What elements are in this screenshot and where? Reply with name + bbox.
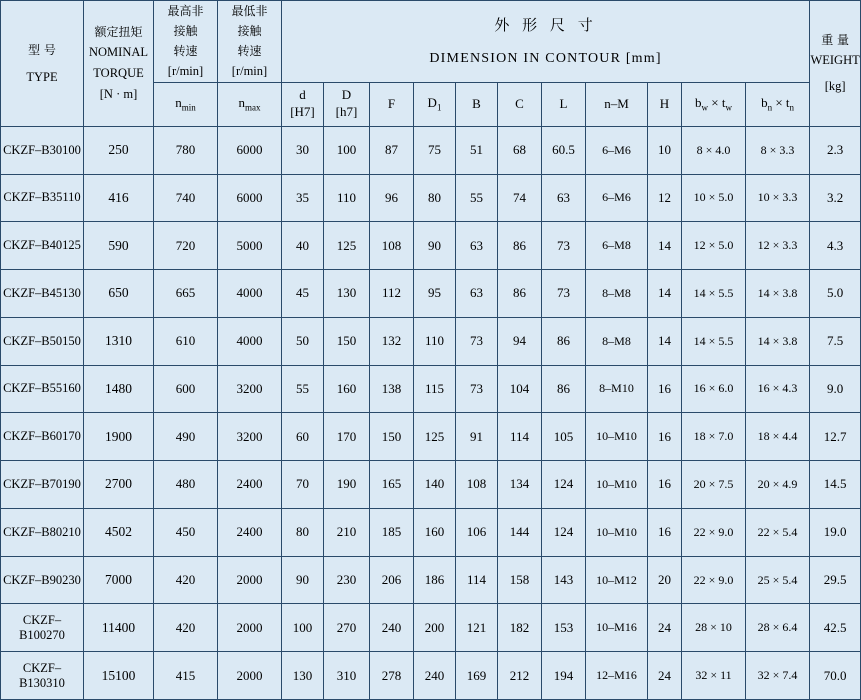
cell-C: 86 <box>498 270 542 318</box>
cell-F: 108 <box>370 222 414 270</box>
cell-H: 24 <box>648 604 682 652</box>
cell-bw-tw: 8 × 4.0 <box>682 126 746 174</box>
cell-torque: 15100 <box>84 652 154 700</box>
cell-n-M: 8–M8 <box>586 270 648 318</box>
cell-nmax: 4000 <box>218 270 282 318</box>
cell-F: 150 <box>370 413 414 461</box>
subheader-C: C <box>498 82 542 126</box>
cell-L: 60.5 <box>542 126 586 174</box>
header-torque-cn: 额定扭矩 <box>94 25 143 40</box>
header-nminnc-unit: [r/min] <box>231 64 268 78</box>
cell-torque: 1480 <box>84 365 154 413</box>
cell-nmax: 6000 <box>218 126 282 174</box>
cell-weight: 7.5 <box>810 317 861 365</box>
cell-weight: 5.0 <box>810 270 861 318</box>
cell-D1: 80 <box>414 174 456 222</box>
cell-F: 132 <box>370 317 414 365</box>
header-type-en: TYPE <box>26 69 58 84</box>
cell-bn-tn: 20 × 4.9 <box>746 461 810 509</box>
cell-n-M: 6–M6 <box>586 174 648 222</box>
table-row <box>1 556 861 604</box>
cell-weight: 14.5 <box>810 461 861 509</box>
cell-bn-tn: 8 × 3.3 <box>746 126 810 174</box>
cell-bn-tn: 10 × 3.3 <box>746 174 810 222</box>
header-weight-en: WEIGHT <box>810 53 860 68</box>
header-max-noncontact-speed <box>154 1 218 83</box>
cell-C: 94 <box>498 317 542 365</box>
cell-nmin: 780 <box>154 126 218 174</box>
header-nmaxnc-cn2: 接触 <box>173 24 198 38</box>
cell-D: 125 <box>324 222 370 270</box>
cell-bn-tn: 18 × 4.4 <box>746 413 810 461</box>
cell-bw-tw: 16 × 6.0 <box>682 365 746 413</box>
cell-torque: 1310 <box>84 317 154 365</box>
cell-n-M: 8–M8 <box>586 317 648 365</box>
cell-type: CKZF–B40125 <box>1 222 84 270</box>
cell-nmax: 2000 <box>218 652 282 700</box>
cell-bw-tw: 12 × 5.0 <box>682 222 746 270</box>
cell-bn-tn: 12 × 3.3 <box>746 222 810 270</box>
cell-d: 50 <box>282 317 324 365</box>
cell-nmax: 4000 <box>218 317 282 365</box>
cell-n-M: 8–M10 <box>586 365 648 413</box>
cell-d: 90 <box>282 556 324 604</box>
cell-weight: 19.0 <box>810 508 861 556</box>
cell-weight: 42.5 <box>810 604 861 652</box>
cell-D: 110 <box>324 174 370 222</box>
cell-L: 194 <box>542 652 586 700</box>
cell-C: 144 <box>498 508 542 556</box>
cell-H: 16 <box>648 413 682 461</box>
header-type <box>1 1 84 127</box>
table-row <box>1 508 861 556</box>
cell-bw-tw: 20 × 7.5 <box>682 461 746 509</box>
cell-F: 87 <box>370 126 414 174</box>
cell-d: 130 <box>282 652 324 700</box>
cell-type: CKZF–B50150 <box>1 317 84 365</box>
cell-D: 230 <box>324 556 370 604</box>
cell-D: 170 <box>324 413 370 461</box>
cell-d: 60 <box>282 413 324 461</box>
cell-C: 86 <box>498 222 542 270</box>
header-type-cn: 型 号 <box>28 42 56 57</box>
subheader-bn-tn: $b_n \times t_n$ <box>746 82 810 126</box>
cell-B: 63 <box>456 222 498 270</box>
cell-B: 106 <box>456 508 498 556</box>
cell-weight: 29.5 <box>810 556 861 604</box>
subheader-H: H <box>648 82 682 126</box>
cell-D1: 110 <box>414 317 456 365</box>
cell-nmin: 600 <box>154 365 218 413</box>
cell-weight: 9.0 <box>810 365 861 413</box>
cell-type: CKZF–B60170 <box>1 413 84 461</box>
cell-bn-tn: 14 × 3.8 <box>746 317 810 365</box>
cell-D: 130 <box>324 270 370 318</box>
cell-nmax: 2400 <box>218 508 282 556</box>
cell-F: 206 <box>370 556 414 604</box>
cell-H: 16 <box>648 461 682 509</box>
cell-bw-tw: 22 × 9.0 <box>682 508 746 556</box>
cell-L: 124 <box>542 508 586 556</box>
table-row <box>1 413 861 461</box>
cell-C: 134 <box>498 461 542 509</box>
cell-d: 45 <box>282 270 324 318</box>
header-torque-en1: NOMINAL <box>88 45 149 60</box>
table-row <box>1 365 861 413</box>
subheader-bw-tw: $b_w \times t_w$ <box>682 82 746 126</box>
cell-nmax: 3200 <box>218 365 282 413</box>
cell-F: 138 <box>370 365 414 413</box>
cell-H: 20 <box>648 556 682 604</box>
cell-H: 14 <box>648 317 682 365</box>
cell-D: 150 <box>324 317 370 365</box>
cell-nmin: 490 <box>154 413 218 461</box>
header-nominal-torque <box>84 1 154 127</box>
header-weight-unit: [kg] <box>824 78 846 93</box>
cell-bn-tn: 28 × 6.4 <box>746 604 810 652</box>
table-row <box>1 317 861 365</box>
cell-weight: 3.2 <box>810 174 861 222</box>
cell-weight: 2.3 <box>810 126 861 174</box>
subheader-nmin: $n_{min}$ <box>154 82 218 126</box>
cell-C: 212 <box>498 652 542 700</box>
cell-torque: 2700 <box>84 461 154 509</box>
cell-H: 16 <box>648 365 682 413</box>
cell-type: CKZF–B35110 <box>1 174 84 222</box>
cell-d: 40 <box>282 222 324 270</box>
cell-nmax: 3200 <box>218 413 282 461</box>
cell-bw-tw: 10 × 5.0 <box>682 174 746 222</box>
cell-d: 35 <box>282 174 324 222</box>
header-nminnc-cn1: 最低非 <box>231 4 268 18</box>
table-row <box>1 222 861 270</box>
cell-H: 24 <box>648 652 682 700</box>
cell-bw-tw: 28 × 10 <box>682 604 746 652</box>
cell-n-M: 6–M8 <box>586 222 648 270</box>
cell-L: 143 <box>542 556 586 604</box>
cell-F: 240 <box>370 604 414 652</box>
cell-F: 96 <box>370 174 414 222</box>
cell-type: CKZF–B55160 <box>1 365 84 413</box>
cell-D: 100 <box>324 126 370 174</box>
cell-type: CKZF–B70190 <box>1 461 84 509</box>
cell-C: 182 <box>498 604 542 652</box>
cell-d: 80 <box>282 508 324 556</box>
cell-H: 14 <box>648 222 682 270</box>
cell-bn-tn: 14 × 3.8 <box>746 270 810 318</box>
cell-C: 114 <box>498 413 542 461</box>
cell-nmin: 415 <box>154 652 218 700</box>
cell-n-M: 10–M10 <box>586 413 648 461</box>
table-header-row-main <box>1 1 861 83</box>
cell-nmin: 450 <box>154 508 218 556</box>
header-dimension-in-contour <box>282 1 810 83</box>
cell-B: 169 <box>456 652 498 700</box>
cell-nmax: 2400 <box>218 461 282 509</box>
cell-d: 55 <box>282 365 324 413</box>
cell-B: 63 <box>456 270 498 318</box>
table-body <box>1 126 861 699</box>
cell-torque: 7000 <box>84 556 154 604</box>
cell-bn-tn: 22 × 5.4 <box>746 508 810 556</box>
cell-type: CKZF–B30100 <box>1 126 84 174</box>
subheader-d-h7: d [H7] <box>282 82 324 126</box>
cell-L: 124 <box>542 461 586 509</box>
cell-n-M: 10–M10 <box>586 508 648 556</box>
cell-weight: 12.7 <box>810 413 861 461</box>
cell-n-M: 10–M10 <box>586 461 648 509</box>
cell-n-M: 10–M12 <box>586 556 648 604</box>
cell-nmin: 420 <box>154 556 218 604</box>
cell-F: 112 <box>370 270 414 318</box>
cell-weight: 4.3 <box>810 222 861 270</box>
cell-B: 51 <box>456 126 498 174</box>
table-row <box>1 652 861 700</box>
cell-nmin: 420 <box>154 604 218 652</box>
header-torque-en2: TORQUE <box>93 66 144 80</box>
cell-d: 100 <box>282 604 324 652</box>
cell-nmin: 480 <box>154 461 218 509</box>
cell-D: 160 <box>324 365 370 413</box>
header-dimension-cn: 外 形 尺 寸 <box>494 16 597 35</box>
cell-type: CKZF–B45130 <box>1 270 84 318</box>
cell-C: 158 <box>498 556 542 604</box>
cell-bw-tw: 22 × 9.0 <box>682 556 746 604</box>
cell-n-M: 6–M6 <box>586 126 648 174</box>
cell-bw-tw: 14 × 5.5 <box>682 270 746 318</box>
cell-D1: 160 <box>414 508 456 556</box>
cell-D1: 200 <box>414 604 456 652</box>
cell-bw-tw: 32 × 11 <box>682 652 746 700</box>
cell-D1: 95 <box>414 270 456 318</box>
cell-torque: 1900 <box>84 413 154 461</box>
cell-torque: 590 <box>84 222 154 270</box>
cell-D1: 125 <box>414 413 456 461</box>
cell-d: 30 <box>282 126 324 174</box>
cell-D1: 240 <box>414 652 456 700</box>
cell-L: 86 <box>542 317 586 365</box>
cell-L: 63 <box>542 174 586 222</box>
cell-B: 55 <box>456 174 498 222</box>
header-torque-unit: [N · m] <box>99 86 138 101</box>
cell-B: 114 <box>456 556 498 604</box>
cell-nmax: 5000 <box>218 222 282 270</box>
table-row <box>1 270 861 318</box>
cell-F: 185 <box>370 508 414 556</box>
cell-nmin: 740 <box>154 174 218 222</box>
cell-n-M: 10–M16 <box>586 604 648 652</box>
cell-nmin: 665 <box>154 270 218 318</box>
cell-B: 121 <box>456 604 498 652</box>
subheader-L: L <box>542 82 586 126</box>
cell-D1: 115 <box>414 365 456 413</box>
cell-nmax: 2000 <box>218 556 282 604</box>
subheader-nmax: $n_{max}$ <box>218 82 282 126</box>
cell-L: 105 <box>542 413 586 461</box>
cell-D: 310 <box>324 652 370 700</box>
cell-bn-tn: 32 × 7.4 <box>746 652 810 700</box>
cell-weight: 70.0 <box>810 652 861 700</box>
header-weight <box>810 1 861 127</box>
cell-type: CKZF–B130310 <box>1 652 84 700</box>
cell-torque: 250 <box>84 126 154 174</box>
cell-torque: 11400 <box>84 604 154 652</box>
cell-B: 73 <box>456 365 498 413</box>
cell-L: 153 <box>542 604 586 652</box>
cell-bw-tw: 14 × 5.5 <box>682 317 746 365</box>
cell-F: 165 <box>370 461 414 509</box>
cell-bw-tw: 18 × 7.0 <box>682 413 746 461</box>
cell-L: 73 <box>542 270 586 318</box>
cell-D: 190 <box>324 461 370 509</box>
cell-C: 104 <box>498 365 542 413</box>
cell-torque: 416 <box>84 174 154 222</box>
cell-D1: 90 <box>414 222 456 270</box>
subheader-D-h7: D [h7] <box>324 82 370 126</box>
cell-H: 12 <box>648 174 682 222</box>
cell-d: 70 <box>282 461 324 509</box>
cell-B: 91 <box>456 413 498 461</box>
cell-D1: 75 <box>414 126 456 174</box>
cell-torque: 4502 <box>84 508 154 556</box>
cell-type: CKZF–B100270 <box>1 604 84 652</box>
table-row <box>1 174 861 222</box>
table-row <box>1 126 861 174</box>
cell-H: 14 <box>648 270 682 318</box>
cell-L: 86 <box>542 365 586 413</box>
cell-D1: 186 <box>414 556 456 604</box>
header-nminnc-cn3: 转速 <box>237 44 262 58</box>
cell-nmin: 720 <box>154 222 218 270</box>
header-nmaxnc-cn3: 转速 <box>173 44 198 58</box>
cell-bn-tn: 25 × 5.4 <box>746 556 810 604</box>
cell-bn-tn: 16 × 4.3 <box>746 365 810 413</box>
header-nminnc-cn2: 接触 <box>237 24 262 38</box>
cell-C: 74 <box>498 174 542 222</box>
cell-D1: 140 <box>414 461 456 509</box>
cell-D: 270 <box>324 604 370 652</box>
cell-C: 68 <box>498 126 542 174</box>
cell-type: CKZF–B90230 <box>1 556 84 604</box>
cell-H: 10 <box>648 126 682 174</box>
cell-type: CKZF–B80210 <box>1 508 84 556</box>
cell-nmin: 610 <box>154 317 218 365</box>
subheader-n-M: n–M <box>586 82 648 126</box>
header-nmaxnc-unit: [r/min] <box>167 64 204 78</box>
header-nmaxnc-cn1: 最高非 <box>167 4 204 18</box>
header-dimension-en: DIMENSION IN CONTOUR [mm] <box>429 50 662 66</box>
header-min-noncontact-speed <box>218 1 282 83</box>
subheader-D1: $D_1$ <box>414 82 456 126</box>
cell-n-M: 12–M16 <box>586 652 648 700</box>
cell-L: 73 <box>542 222 586 270</box>
table-row <box>1 604 861 652</box>
subheader-F: F <box>370 82 414 126</box>
header-weight-cn: 重 量 <box>821 33 850 48</box>
cell-D: 210 <box>324 508 370 556</box>
cell-F: 278 <box>370 652 414 700</box>
subheader-B: B <box>456 82 498 126</box>
cell-nmax: 6000 <box>218 174 282 222</box>
table-row <box>1 461 861 509</box>
cell-B: 73 <box>456 317 498 365</box>
cell-nmax: 2000 <box>218 604 282 652</box>
cell-torque: 650 <box>84 270 154 318</box>
cell-H: 16 <box>648 508 682 556</box>
cell-B: 108 <box>456 461 498 509</box>
